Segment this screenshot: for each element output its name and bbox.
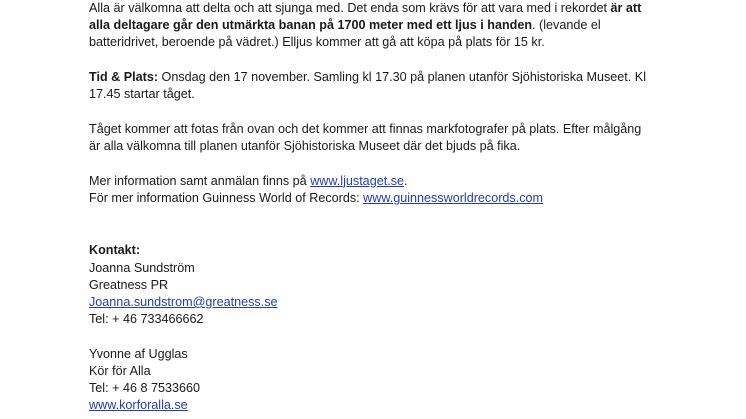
contact-1-name: Joanna Sundström [89, 260, 195, 275]
contact-block-2 [89, 346, 734, 415]
participation-bold-1: är att [610, 1, 642, 15]
time-place-label: Tid & Plats: [89, 70, 159, 85]
contact-1-email-link[interactable]: Joanna.sundstrom@greatness.se [89, 294, 278, 309]
participation-bold-2: alla deltagare går den utmärkta banan på 1700 meter med ett ljus i handen [89, 18, 533, 33]
contact-block-1 [89, 242, 734, 328]
contact-2-web-line [89, 397, 734, 414]
contact-2-web-link[interactable]: www.korforalla.se [89, 398, 188, 413]
time-place-line-2: 17.45 startar tåget. [89, 87, 195, 102]
paragraph-participation [89, 0, 734, 52]
more-info-text-2: För mer information Guinness World of Records: [89, 191, 364, 206]
paragraph-time-place [89, 69, 734, 103]
participation-text-2: . (levande el [532, 18, 601, 33]
participation-text-1: Alla är välkomna att delta och att sjunga med. Det enda som krävs för att vara med i rekordet [89, 1, 611, 15]
more-info-line-2 [89, 190, 734, 207]
photography-line-2: är alla välkomna till planen utanför Sjöhistoriska Museet där det bjuds på fika. [89, 139, 521, 154]
more-info-period: . [404, 173, 408, 188]
time-place-line-1 [89, 69, 734, 86]
contact-label: Kontakt: [89, 243, 141, 258]
paragraph-participation-line-1 [89, 0, 734, 17]
time-place-text-1: Onsdag den 17 november. Samling kl 17.30 på planen utanför Sjöhistoriska Museet. Kl [158, 70, 646, 85]
guinness-link[interactable]: www.guinnessworldrecords.com [363, 191, 544, 206]
contact-1-email-line [89, 294, 734, 311]
more-info-text-1: Mer information samt anmälan finns på [89, 173, 311, 188]
paragraph-participation-line-3: batteridrivet, beroende på vädret.) Elljus kommer att gå att köpa på plats för 15 kr. [89, 35, 545, 50]
paragraph-participation-line-2 [89, 17, 734, 34]
contact-1-tel: Tel: + 46 733466662 [89, 312, 204, 327]
paragraph-more-info [89, 173, 734, 207]
contact-2-tel: Tel: + 46 8 7533660 [89, 381, 200, 396]
more-info-line-1 [89, 173, 734, 190]
ljustaget-link[interactable]: www.ljustaget.se [310, 173, 404, 188]
contact-1-org: Greatness PR [89, 277, 169, 292]
contact-2-name: Yvonne af Ugglas [89, 346, 188, 361]
document-body [89, 0, 734, 415]
paragraph-photography [89, 121, 734, 155]
contact-2-org: Kör för Alla [89, 364, 151, 379]
photography-line-1: Tåget kommer att fotas från ovan och det kommer att finnas markfotografer på plats. Efter målgång [89, 122, 642, 137]
